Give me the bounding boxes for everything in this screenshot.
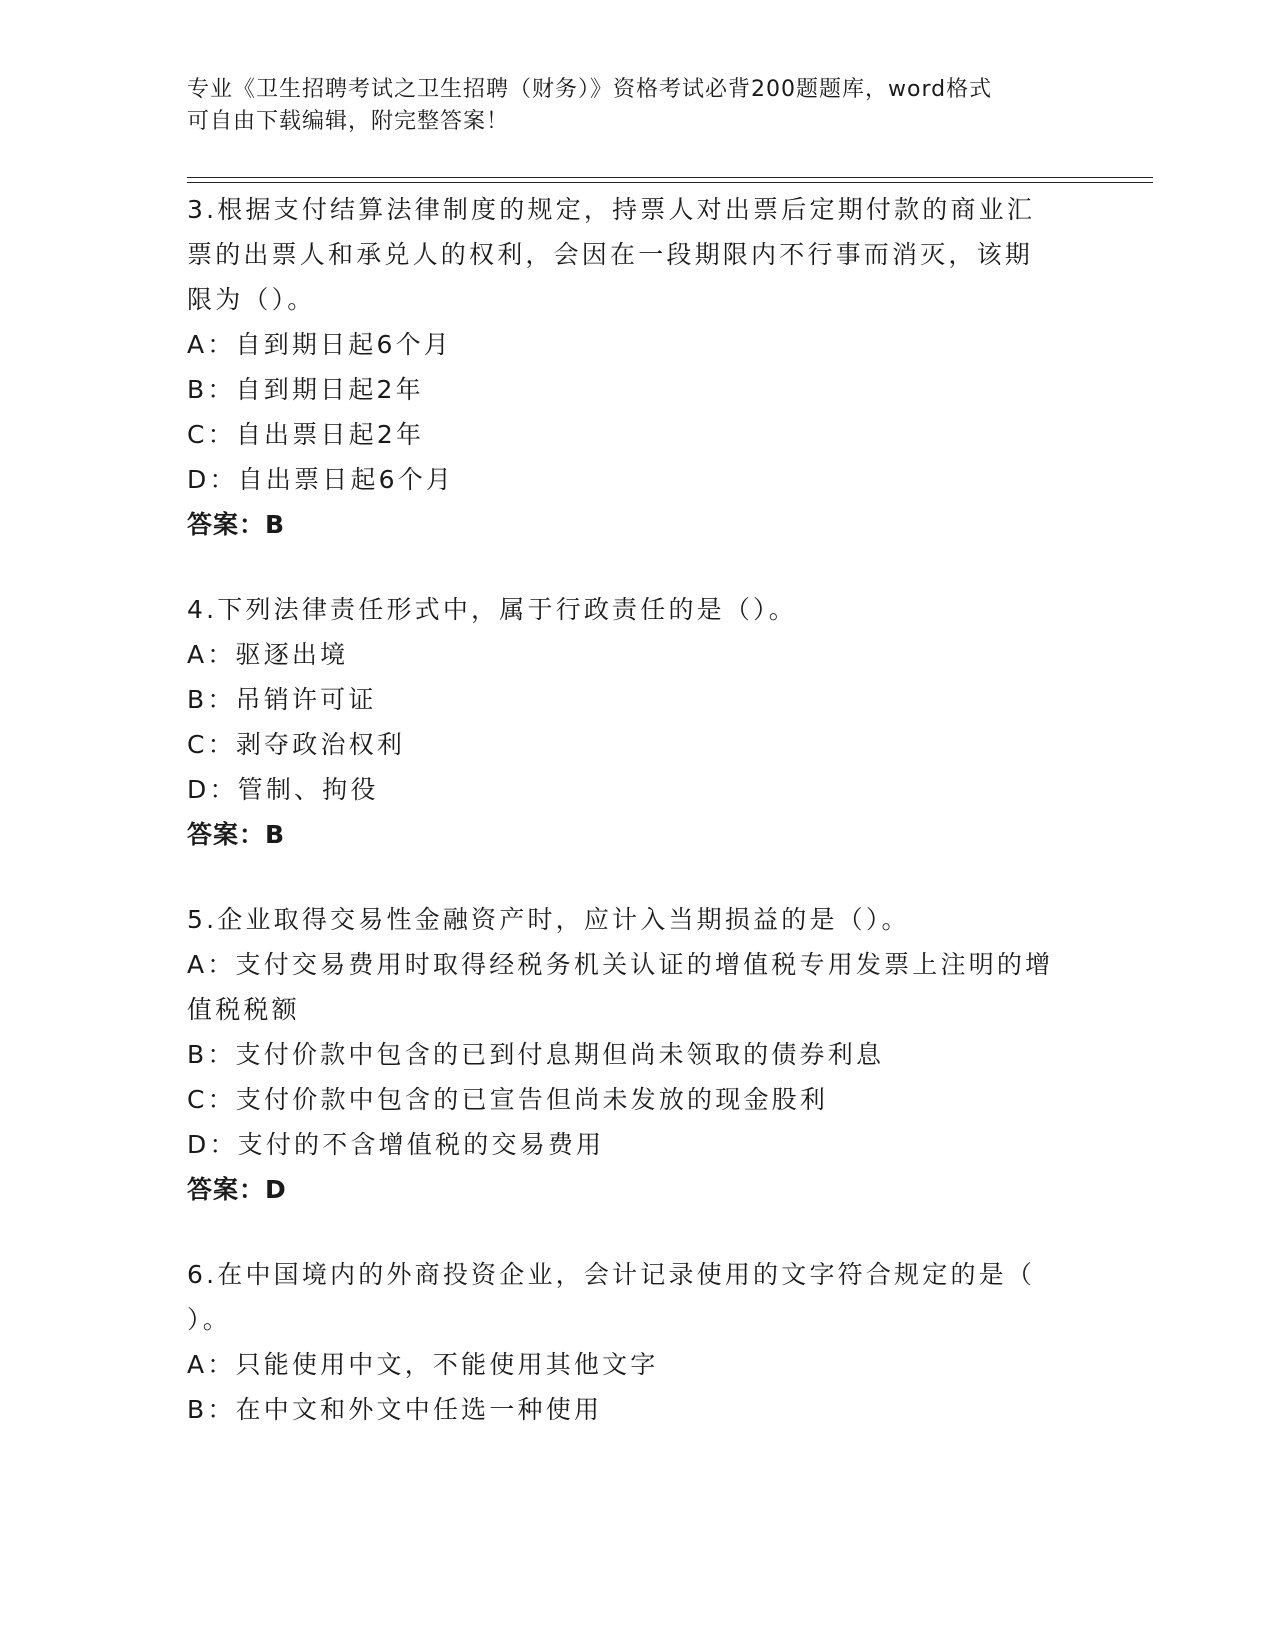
header-divider-bottom xyxy=(187,182,1153,183)
question-stem-line: 5.企业取得交易性金融资产时，应计入当期损益的是（）。 xyxy=(187,905,910,934)
question-list xyxy=(187,187,1077,1471)
answer-line: 答案：B xyxy=(187,820,286,849)
option-line: A：支付交易费用时取得经税务机关认证的增值税专用发票上注明的增 xyxy=(187,950,1054,979)
option-line: 值税税额 xyxy=(187,995,300,1024)
option-line: A：驱逐出境 xyxy=(187,640,349,669)
option-line: B：支付价款中包含的已到付息期但尚未领取的债券利息 xyxy=(187,1040,885,1069)
option-line: D：管制、拘役 xyxy=(187,775,379,804)
document-header xyxy=(187,74,1067,138)
answer-line: 答案：D xyxy=(187,1175,287,1204)
header-line-2: 可自由下载编辑，附完整答案！ xyxy=(187,109,510,134)
option-line: B：自到期日起2年 xyxy=(187,375,424,404)
question-stem-line: ）。 xyxy=(187,1305,231,1334)
question-stem-line: 6.在中国境内的外商投资企业，会计记录使用的文字符合规定的是（ xyxy=(187,1260,1036,1289)
option-line: A：只能使用中文，不能使用其他文字 xyxy=(187,1350,659,1379)
option-line: A：自到期日起6个月 xyxy=(187,330,453,359)
question-block xyxy=(187,587,1077,858)
header-divider-top xyxy=(187,177,1153,178)
question-stem-line: 3.根据支付结算法律制度的规定，持票人对出票后定期付款的商业汇 xyxy=(187,195,1036,224)
option-line: C：剥夺政治权利 xyxy=(187,730,406,759)
question-block xyxy=(187,897,1077,1213)
option-line: C：自出票日起2年 xyxy=(187,420,425,449)
option-line: D：自出票日起6个月 xyxy=(187,465,455,494)
question-stem-line: 4.下列法律责任形式中，属于行政责任的是（）。 xyxy=(187,595,797,624)
question-stem-line: 限为（）。 xyxy=(187,285,316,314)
option-line: B：在中文和外文中任选一种使用 xyxy=(187,1395,603,1424)
question-stem-line: 票的出票人和承兑人的权利，会因在一段期限内不行事而消灭，该期 xyxy=(187,240,1034,269)
question-block xyxy=(187,187,1077,548)
option-line: D：支付的不含增值税的交易费用 xyxy=(187,1130,605,1159)
answer-line: 答案：B xyxy=(187,510,286,539)
option-line: B：吊销许可证 xyxy=(187,685,377,714)
question-block xyxy=(187,1252,1077,1432)
header-line-1: 专业《卫生招聘考试之卫生招聘（财务）》资格考试必背200题题库，word格式 xyxy=(187,77,993,102)
option-line: C：支付价款中包含的已宣告但尚未发放的现金股利 xyxy=(187,1085,829,1114)
